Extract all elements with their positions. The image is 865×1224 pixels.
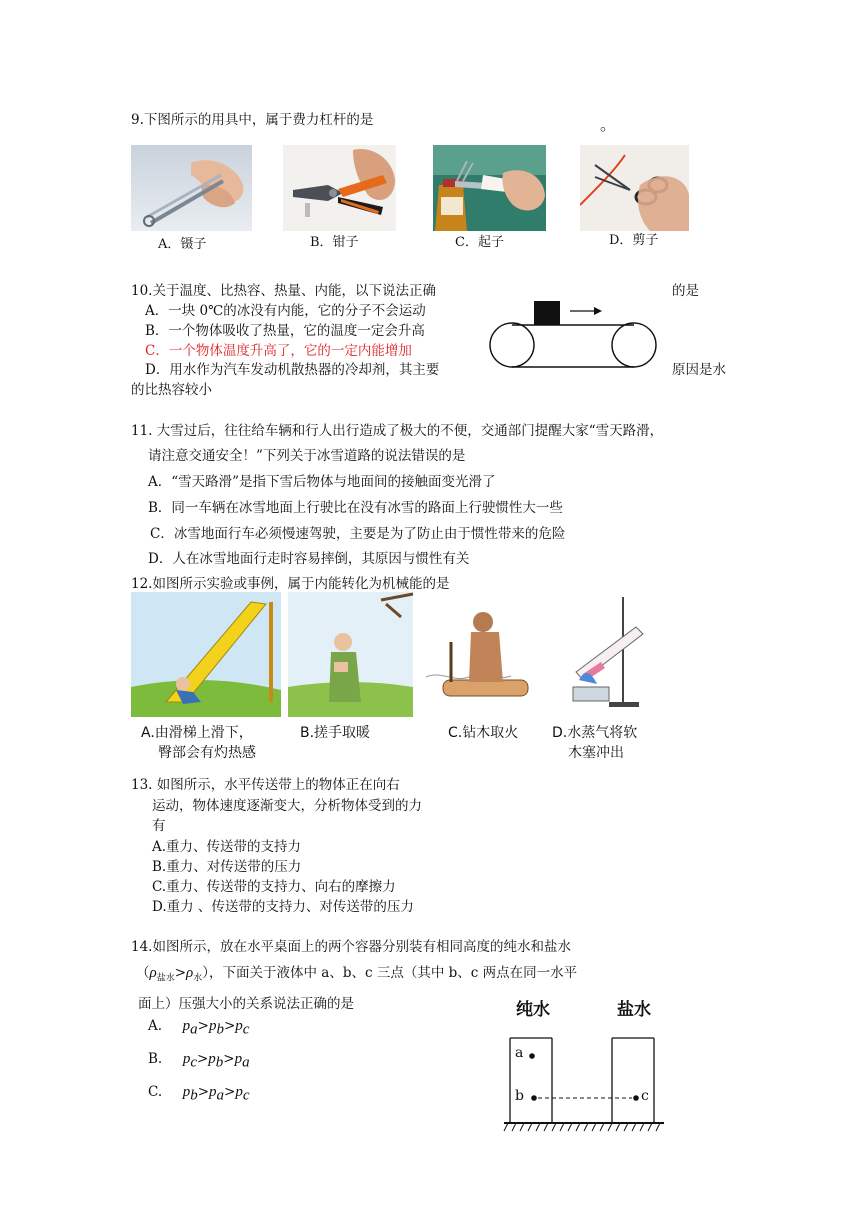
point-a-label: a xyxy=(515,1045,524,1061)
q11-option-b: B．同一车辆在冰雪地面上行驶比在没有冰雪的路面上行驶惯性大一些 xyxy=(148,500,563,516)
point-a xyxy=(529,1053,535,1059)
opener-photo xyxy=(433,145,546,231)
q13-option-b: B.重力、对传送带的压力 xyxy=(152,859,302,875)
q13-line2: 运动，物体速度逐渐变大，分析物体受到的力 xyxy=(152,798,422,814)
rho-symbol: ρ xyxy=(149,965,157,981)
q9-option-d: D．剪子 xyxy=(609,233,659,248)
q12-scenes xyxy=(131,592,661,717)
q9-option-a: A．镊子 xyxy=(158,237,207,252)
q10-option-c: C．一个物体温度升高了，它的一定内能增加 xyxy=(145,343,412,359)
q11-option-d: D．人在冰雪地面行走时容易摔倒，其原因与惯性有关 xyxy=(148,551,470,567)
point-c-label: c xyxy=(641,1088,649,1104)
gt-symbol: > xyxy=(174,965,187,981)
q14-option-c: C. $p_b>p_a>p_c$ xyxy=(148,1084,250,1104)
point-c xyxy=(633,1095,639,1101)
q14-option-b: B. $p_c>p_b>p_a$ xyxy=(148,1051,250,1071)
q10-option-a: A．一块 0℃的冰没有内能，它的分子不会运动 xyxy=(145,303,426,319)
rho-sub-water: 水 xyxy=(193,973,203,984)
q14-option-a: A. $p_a>p_b>p_c$ xyxy=(148,1018,250,1038)
q10-stem: 10.关于温度、比热容、热量、内能，以下说法正确 xyxy=(131,283,436,299)
q11-line1: 11. 大雪过后，往往给车辆和行人出行造成了极大的不便，交通部门提醒大家“雪天路滑， xyxy=(131,423,664,439)
pliers-icon xyxy=(283,145,396,231)
container-left-title: 纯水 xyxy=(516,1000,550,1020)
pliers-photo xyxy=(283,145,396,231)
conveyor-belt-diagram xyxy=(484,295,664,370)
q9-mark: 。 xyxy=(600,115,617,134)
tweezers-photo xyxy=(131,145,252,231)
q10-option-b: B．一个物体吸收了热量，它的温度一定会升高 xyxy=(145,323,425,339)
q13-option-c: C.重力、传送带的支持力、向右的摩擦力 xyxy=(152,879,396,895)
q14-line3: 面上）压强大小的关系说法正确的是 xyxy=(138,996,354,1012)
q12-caption-d2: 木塞冲出 xyxy=(568,745,624,761)
q10-stem-right: 的是 xyxy=(672,283,699,299)
q11-option-a: A．“雪天路滑”是指下雪后物体与地面间的接触面变光滑了 xyxy=(148,474,496,490)
rho-symbol: ρ xyxy=(186,965,194,981)
q11-line2: 请注意交通安全！”下列关于冰雪道路的说法错误的是 xyxy=(148,448,466,464)
q12-caption-a2: 臀部会有灼热感 xyxy=(158,745,256,761)
point-b xyxy=(531,1095,537,1101)
rho-sub-salt: 盐水 xyxy=(156,973,175,984)
tweezers-icon xyxy=(131,145,252,231)
bottle-opener-icon xyxy=(433,145,546,231)
q14-line1: 14.如图所示，放在水平桌面上的两个容器分别装有相同高度的纯水和盐水 xyxy=(131,939,571,955)
q13-option-d: D.重力 、传送带的支持力、对传送带的压力 xyxy=(152,899,414,915)
containers-diagram xyxy=(500,1020,670,1135)
q10-option-d-cont: 的比热容较小 xyxy=(131,382,212,398)
q13-line3: 有 xyxy=(152,818,166,834)
rubbing-hands-scene-icon xyxy=(288,592,413,717)
q12-caption-d1: D.水蒸气将软 xyxy=(552,725,638,741)
test-tube-scene-icon xyxy=(549,592,661,717)
q14-line2: $(\rho_{盐水}>\rho_水)$，下面关于液体中 a、b、c 三点（其中 b、c 两点在同一水平 xyxy=(136,965,578,984)
q14-line2-rest: ），下面关于液体中 a、b、c 三点（其中 b、c 两点在同一水平 xyxy=(202,965,578,981)
q13-line1: 13. 如图所示，水平传送带上的物体正在向右 xyxy=(131,777,400,793)
point-b-label: b xyxy=(515,1088,524,1104)
q10-option-d-right: 原因是水 xyxy=(672,362,726,378)
q12-illustration xyxy=(131,592,661,717)
q9-option-c: C．起子 xyxy=(455,235,504,250)
q12-stem: 12.如图所示实验或事例，属于内能转化为机械能的是 xyxy=(131,576,450,592)
q9-option-b: B．钳子 xyxy=(310,235,359,250)
q10-option-d: D．用水作为汽车发动机散热器的冷却剂，其主要 xyxy=(145,362,440,378)
q12-caption-b: B.搓手取暖 xyxy=(300,725,371,741)
q12-caption-c: C.钻木取火 xyxy=(448,725,519,741)
container-right-title: 盐水 xyxy=(617,1000,651,1020)
scissors-icon xyxy=(580,145,689,231)
scissors-photo xyxy=(580,145,689,231)
q9-stem: 9.下图所示的用具中，属于费力杠杆的是 xyxy=(131,112,374,128)
q12-caption-a1: A.由滑梯上滑下， xyxy=(141,725,253,741)
slide-scene-icon xyxy=(131,592,281,717)
q11-option-c: C．冰雪地面行车必须慢速驾驶，主要是为了防止由于惯性带来的危险 xyxy=(150,526,566,542)
drilling-wood-scene-icon xyxy=(421,592,541,717)
q13-option-a: A.重力、传送带的支持力 xyxy=(152,839,302,855)
